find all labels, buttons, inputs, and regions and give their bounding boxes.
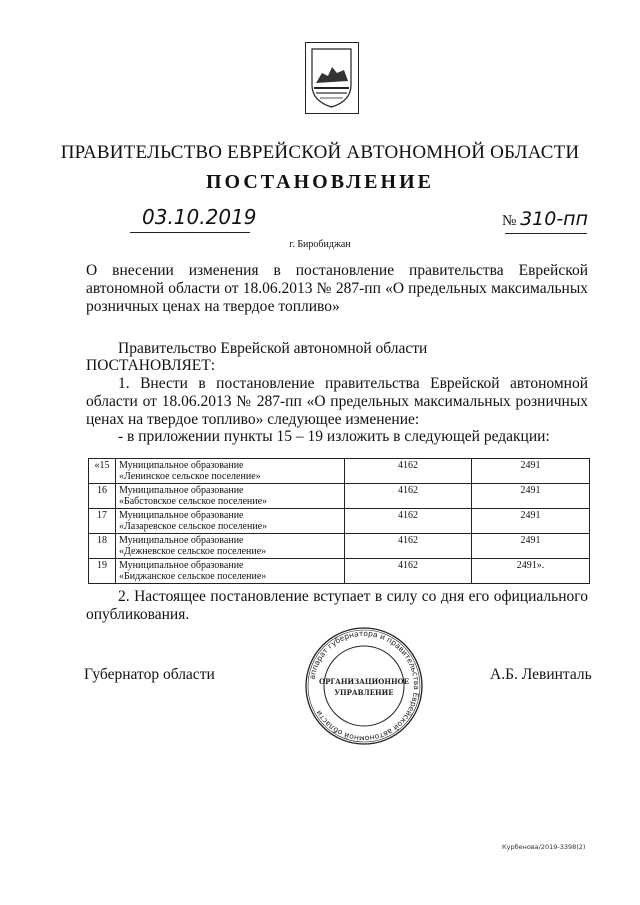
document-date: 03.10.2019 xyxy=(142,205,257,229)
row-value-2: 2491 xyxy=(472,459,590,484)
document-type: ПОСТАНОВЛЕНИЕ xyxy=(206,171,434,193)
row-value-2: 2491 xyxy=(472,534,590,559)
row-name: Муниципальное образование «Ленинское сельское поселение» xyxy=(116,459,345,484)
signatory-name: А.Б. Левинталь xyxy=(490,666,592,683)
row-name: Муниципальное образование «Дежневское сельское поселение» xyxy=(116,534,345,559)
body-paragraph-5: 2. Настоящее постановление вступает в силу со дня его официального опубликования. xyxy=(86,588,588,623)
number-label: № xyxy=(502,213,517,229)
row-number: 19 xyxy=(89,559,116,584)
city: г. Биробиджан xyxy=(289,239,351,250)
row-value-2: 2491 xyxy=(472,484,590,509)
government-title: ПРАВИТЕЛЬСТВО ЕВРЕЙСКОЙ АВТОНОМНОЙ ОБЛАСТИ xyxy=(60,142,580,163)
row-value-2: 2491 xyxy=(472,509,590,534)
row-name: Муниципальное образование «Лазаревское сельское поселение» xyxy=(116,509,345,534)
row-value-1: 4162 xyxy=(345,484,472,509)
table-row xyxy=(89,559,590,584)
row-value-1: 4162 xyxy=(345,559,472,584)
body-paragraph-4: - в приложении пункты 15 – 19 изложить в следующей редакции: xyxy=(118,428,550,445)
row-value-1: 4162 xyxy=(345,534,472,559)
signatory-position: Губернатор области xyxy=(84,666,215,683)
table-row xyxy=(89,534,590,559)
stamp-ring-text: аппарат губернатора и правительства Еврейской автономной области xyxy=(307,628,422,744)
coat-of-arms-icon xyxy=(305,42,359,114)
price-table xyxy=(88,458,590,584)
body-paragraph-1: Правительство Еврейской автономной области xyxy=(118,340,428,357)
row-name: Муниципальное образование «Биджанское сельское поселение» xyxy=(116,559,345,584)
body-paragraph-3: 1. Внести в постановление правительства Еврейской автономной области от 18.06.2013 № 287-пп «О предельных максимальных розничных ценах на твердое топливо» следующее изменение: xyxy=(86,375,588,428)
document-title: О внесении изменения в постановление правительства Еврейской автономной области от 18.06.2013 № 287-пп «О предельных максимальных розничных ценах на твердое топливо» xyxy=(86,262,588,315)
table-row xyxy=(89,459,590,484)
stamp-center-line-1: ОРГАНИЗАЦИОННОЕ xyxy=(318,677,410,686)
row-value-1: 4162 xyxy=(345,459,472,484)
stamp-center-line-2: УПРАВЛЕНИЕ xyxy=(334,688,394,697)
footer-code: Курбенова/2019-3398(2) xyxy=(502,843,586,851)
row-number: 16 xyxy=(89,484,116,509)
row-number: «15 xyxy=(89,459,116,484)
row-value-2: 2491». xyxy=(472,559,590,584)
document-number xyxy=(502,208,588,230)
number-value: 310-пп xyxy=(520,208,589,230)
official-stamp xyxy=(294,626,434,751)
row-value-1: 4162 xyxy=(345,509,472,534)
number-underline xyxy=(505,233,587,234)
row-number: 17 xyxy=(89,509,116,534)
row-name: Муниципальное образование «Бабстовское сельское поселение» xyxy=(116,484,345,509)
date-underline xyxy=(130,232,250,233)
table-row xyxy=(89,509,590,534)
body-paragraph-2: ПОСТАНОВЛЯЕТ: xyxy=(86,357,216,374)
row-number: 18 xyxy=(89,534,116,559)
table-row xyxy=(89,484,590,509)
